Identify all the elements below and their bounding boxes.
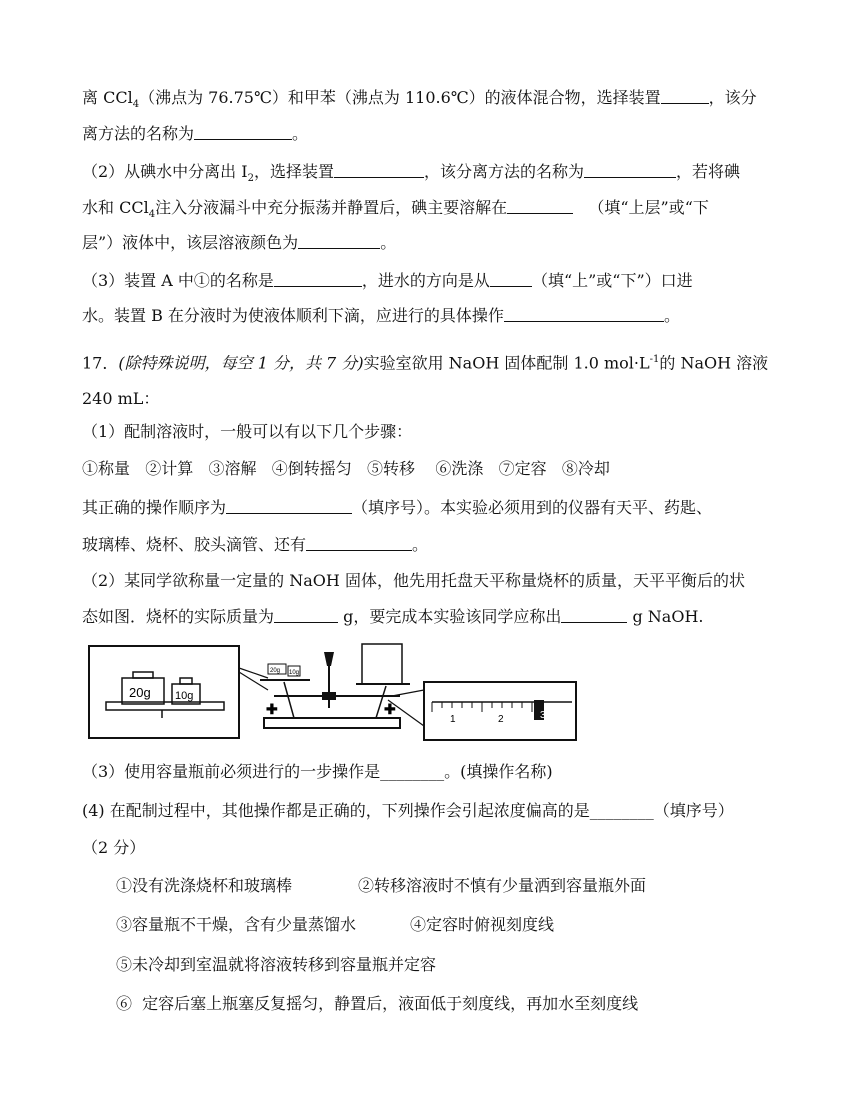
answer-blank[interactable] <box>561 607 627 623</box>
answer-blank[interactable] <box>584 162 676 178</box>
option-6: ⑥ 定容后塞上瓶塞反复摇匀，静置后，液面低于刻度线，再加水至刻度线 <box>116 994 639 1013</box>
ruler-tick-label: 1 <box>450 714 456 725</box>
balance-figure <box>88 642 578 744</box>
answer-blank[interactable] <box>306 535 412 551</box>
q17-steps-list: ①称量 ②计算 ③溶解 ④倒转摇匀 ⑤转移 ⑥洗涤 ⑦定容 ⑧冷却 <box>82 459 610 478</box>
q17-part3: （3）使用容量瓶前必须进行的一步操作是________。(填操作名称) <box>82 762 553 781</box>
q16-part2-line-2: 水和 CCl$_4$注入分液漏斗中充分振荡并静置后，碘主要溶解在 （填“上层”或“下 <box>82 198 709 221</box>
q16-line-1: 离 CCl$_4$（沸点为 76.75℃）和甲苯（沸点为 110.6℃）的液体混合物，选择装置 ，该分 <box>82 88 757 111</box>
tiny-weight-label: 10g <box>289 670 300 676</box>
answer-blank[interactable] <box>226 498 352 514</box>
q16-part2-line-3: 层”）液体中，该层溶液颜色为 。 <box>82 233 397 252</box>
answer-blank[interactable] <box>194 124 292 140</box>
answer-blank[interactable] <box>334 162 424 178</box>
q17-part4-line-1: (4) 在配制过程中，其他操作都是正确的，下列操作会引起浓度偏高的是________（填序号） <box>82 801 734 820</box>
q16-part3-line-1: （3）装置 A 中①的名称是 ，进水的方向是从 （填“上”或“下”）口进 <box>82 271 693 290</box>
weights-zoom-box <box>89 646 239 738</box>
option-5: ⑤未冷却到室温就将溶液转移到容量瓶并定容 <box>116 955 437 974</box>
svg-text:✚: ✚ <box>384 701 396 717</box>
q16-line-2: 离方法的名称为 。 <box>82 124 309 143</box>
q16-part2-line-1: （2）从碘水中分离出 $I_2$，选择装置 ，该分离方法的名称为 ，若将碘 <box>82 162 741 185</box>
answer-blank[interactable] <box>274 607 338 623</box>
weight-20g-label: 20g <box>129 685 151 700</box>
option-3: ③容量瓶不干燥，含有少量蒸馏水 <box>116 915 357 934</box>
q17-part1-line-3: 玻璃棒、烧杯、胶头滴管、还有 。 <box>82 535 429 554</box>
ruler-tick-label: 2 <box>498 714 504 725</box>
answer-blank[interactable] <box>490 271 532 287</box>
weight-10g-label: 10g <box>175 690 194 702</box>
option-4: ④定容时俯视刻度线 <box>410 915 555 934</box>
q17-part4-line-2: （2 分） <box>82 838 146 857</box>
q17-part2-line-1: （2）某同学欲称量一定量的 NaOH 固体，他先用托盘天平称量烧杯的质量，天平平衡后的状 <box>82 571 745 590</box>
rider-scale-zoom <box>424 682 576 740</box>
q17-heading: 17．(除特殊说明，每空 1 分，共 7 分)实验室欲用 NaOH 固体配制 1.0 $mol\cdot L^{-1}$的 NaOH 溶液 <box>82 353 769 373</box>
option-1: ①没有洗涤烧杯和玻璃棒 <box>116 876 293 895</box>
q16-part3-line-2: 水。装置 B 在分液时为使液体顺利下滴，应进行的具体操作 。 <box>82 306 680 325</box>
option-2: ②转移溶液时不慎有少量洒到容量瓶外面 <box>358 876 647 895</box>
balance-body <box>260 644 424 728</box>
answer-blank[interactable] <box>661 88 709 104</box>
ruler-tick-label: 3 <box>540 710 546 721</box>
q17-part1-line-2: 其正确的操作顺序为 （填序号）。本实验必须用到的仪器有天平、药匙、 <box>82 498 713 517</box>
answer-blank[interactable] <box>507 198 573 214</box>
tiny-weight-label: 20g <box>270 668 281 674</box>
q17-part1-title: （1）配制溶液时，一般可以有以下几个步骤： <box>82 422 413 441</box>
answer-blank[interactable] <box>298 233 380 249</box>
q17-part2-line-2: 态如图．烧杯的实际质量为 g，要完成本实验该同学应称出 g NaOH. <box>82 607 704 626</box>
answer-blank[interactable] <box>504 306 664 322</box>
q17-heading-line-2: 240 mL： <box>82 389 160 408</box>
svg-text:✚: ✚ <box>266 701 278 717</box>
answer-blank[interactable] <box>274 271 362 287</box>
